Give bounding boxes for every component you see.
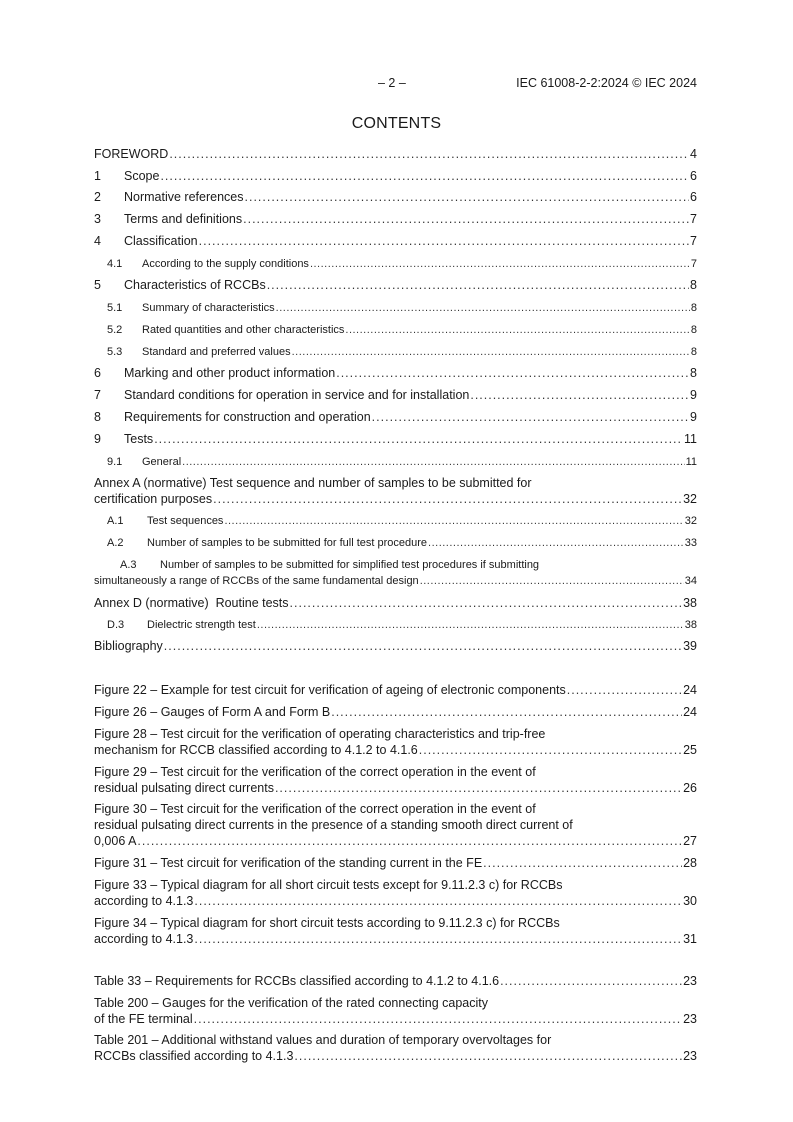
- toc-entry-8[interactable]: [94, 409, 697, 425]
- figure-entry[interactable]: [94, 682, 697, 698]
- toc-entry-annex-a[interactable]: [94, 475, 697, 507]
- figure-entry[interactable]: [94, 855, 697, 871]
- leader-dots: [169, 146, 689, 162]
- leader-dots: [276, 300, 690, 316]
- leader-dots: [267, 277, 689, 293]
- leader-dots: [257, 617, 684, 633]
- toc-number: A.1: [107, 515, 124, 527]
- toc-entry-4-1[interactable]: [94, 256, 697, 272]
- leader-dots: [483, 855, 682, 871]
- figure-page-number: 26: [683, 781, 697, 795]
- toc-entry-bibliography[interactable]: [94, 638, 697, 654]
- figure-entry-line: Figure 30 – Test circuit for the verification of the correct operation in the event of: [94, 802, 536, 816]
- toc-entry-foreword[interactable]: [94, 146, 697, 162]
- figure-entry[interactable]: [94, 801, 697, 849]
- figure-entry-text: 0,006 A: [94, 834, 137, 848]
- toc-page-number: 32: [683, 492, 697, 506]
- table-entry-text: Table 33 – Requirements for RCCBs classified according to 4.1.2 to 4.1.6: [94, 974, 500, 988]
- leader-dots: [290, 595, 683, 611]
- leader-dots: [160, 168, 689, 184]
- toc-page-number: 34: [684, 575, 697, 587]
- table-entry-text: of the FE terminal: [94, 1012, 193, 1026]
- toc-entry-text-line1: Number of samples to be submitted for simplified test procedures if submitting: [160, 559, 540, 571]
- table-entry-text: RCCBs classified according to 4.1.3: [94, 1049, 294, 1063]
- figure-entry-text: mechanism for RCCB classified according to 4.1.2 to 4.1.6: [94, 743, 418, 757]
- toc-number: 9.1: [107, 456, 123, 468]
- toc-entry-text: Test sequences: [147, 515, 224, 527]
- figure-page-number: 24: [683, 705, 697, 719]
- toc-page-number: 8: [690, 346, 697, 358]
- toc-entry-text-line1: Annex A (normative) Test sequence and number of samples to be submitted for: [94, 476, 532, 490]
- leader-dots: [194, 1011, 682, 1027]
- toc-entry-5-2[interactable]: [94, 322, 697, 338]
- toc-number: 2: [94, 190, 101, 204]
- toc-entry-3[interactable]: [94, 211, 697, 227]
- figure-page-number: 27: [683, 834, 697, 848]
- leader-dots: [137, 833, 682, 849]
- leader-dots: [310, 256, 690, 272]
- toc-entry-9-1[interactable]: [94, 454, 697, 470]
- toc-page-number: 8: [690, 278, 697, 292]
- figure-entry[interactable]: [94, 726, 697, 758]
- toc-page-number: 8: [690, 366, 697, 380]
- toc-entry-5-3[interactable]: [94, 344, 697, 360]
- figure-entry-text: Figure 22 – Example for test circuit for verification of ageing of electronic components: [94, 683, 566, 697]
- figure-entry-text: Figure 31 – Test circuit for verification of the standing current in the FE: [94, 856, 483, 870]
- figure-page-number: 25: [683, 743, 697, 757]
- toc-entry-text: Bibliography: [94, 639, 163, 653]
- toc-entry-text: Standard conditions for operation in service and for installation: [124, 388, 470, 402]
- toc-entry-text: simultaneously a range of RCCBs of the same fundamental design: [94, 575, 419, 587]
- toc-entry-text: Requirements for construction and operation: [124, 410, 371, 424]
- leader-dots: [345, 322, 689, 338]
- leader-dots: [292, 344, 690, 360]
- figure-page-number: 30: [683, 894, 697, 908]
- toc-entry-text: Dielectric strength test: [147, 619, 256, 631]
- toc-page-number: 9: [690, 388, 697, 402]
- toc-entry-text: Normative references: [124, 190, 244, 204]
- table-entry-line: Table 200 – Gauges for the verification of the rated connecting capacity: [94, 996, 488, 1010]
- leader-dots: [154, 431, 683, 447]
- toc-number: 5.2: [107, 324, 123, 336]
- toc-number: 5.1: [107, 302, 123, 314]
- leader-dots: [213, 491, 682, 507]
- toc-entry-a-2[interactable]: [94, 535, 697, 551]
- toc-number: 3: [94, 212, 101, 226]
- leader-dots: [245, 189, 690, 205]
- toc-entry-text: Summary of characteristics: [142, 302, 275, 314]
- toc-entry-annex-d[interactable]: [94, 595, 697, 611]
- figure-entry-text: according to 4.1.3: [94, 894, 194, 908]
- leader-dots: [336, 365, 689, 381]
- page-number: – 2 –: [378, 76, 406, 90]
- toc-entry-text: Classification: [124, 234, 198, 248]
- toc-number: 4.1: [107, 258, 123, 270]
- toc-page-number: 38: [684, 619, 697, 631]
- figure-entry-line: Figure 29 – Test circuit for the verification of the correct operation in the event of: [94, 765, 536, 779]
- toc-entry-text: Terms and definitions: [124, 212, 243, 226]
- table-entry[interactable]: [94, 973, 697, 989]
- contents-title: CONTENTS: [351, 115, 442, 132]
- toc-page-number: 7: [690, 212, 697, 226]
- toc-page-number: 11: [684, 432, 697, 446]
- toc-page-number: 39: [683, 639, 697, 653]
- toc-entry-4[interactable]: [94, 233, 697, 249]
- figure-entry-line: residual pulsating direct currents in the presence of a standing smooth direct current of: [94, 818, 573, 832]
- figure-page-number: 24: [683, 683, 697, 697]
- toc-page-number: 33: [684, 537, 697, 549]
- toc-page-number: 9: [690, 410, 697, 424]
- figure-entry-text: according to 4.1.3: [94, 932, 194, 946]
- toc-entry-text: Standard and preferred values: [142, 346, 291, 358]
- toc-page-number: 8: [690, 302, 697, 314]
- toc-number: 5: [94, 278, 101, 292]
- figure-entry[interactable]: [94, 915, 697, 947]
- leader-dots: [243, 211, 689, 227]
- toc-entry-text: certification purposes: [94, 492, 213, 506]
- toc-entry-text: Annex D (normative) Routine tests: [94, 596, 289, 610]
- toc-number: A.3: [120, 559, 137, 571]
- toc-page-number: 6: [690, 190, 697, 204]
- toc-entry-text: General: [142, 456, 182, 468]
- table-page-number: 23: [683, 974, 697, 988]
- toc-number: 4: [94, 234, 101, 248]
- leader-dots: [194, 893, 682, 909]
- toc-number: 8: [94, 410, 101, 424]
- toc-entry-text: Tests: [124, 432, 154, 446]
- leader-dots: [275, 780, 682, 796]
- toc-entry-7[interactable]: [94, 387, 697, 403]
- figure-entry[interactable]: [94, 704, 697, 720]
- toc-number: A.2: [107, 537, 124, 549]
- leader-dots: [331, 704, 682, 720]
- document-id: IEC 61008-2-2:2024 © IEC 2024: [516, 76, 697, 90]
- table-entry[interactable]: [94, 995, 697, 1027]
- figure-entry-text: Figure 26 – Gauges of Form A and Form B: [94, 705, 331, 719]
- toc-entry-d-3[interactable]: [94, 617, 697, 633]
- toc-number: 5.3: [107, 346, 123, 358]
- figure-entry-line: Figure 33 – Typical diagram for all short circuit tests except for 9.11.2.3 c) for RCCBs: [94, 878, 563, 892]
- toc-entry-9[interactable]: [94, 431, 697, 447]
- leader-dots: [470, 387, 689, 403]
- toc-page-number: 11: [685, 456, 697, 468]
- toc-entry-text: FOREWORD: [94, 147, 169, 161]
- figure-page-number: 31: [683, 932, 697, 946]
- toc-page-number: 6: [690, 169, 697, 183]
- toc-page-number: 7: [690, 234, 697, 248]
- figure-entry-line: Figure 28 – Test circuit for the verification of operating characteristics and trip-free: [94, 727, 546, 741]
- leader-dots: [182, 454, 684, 470]
- toc-page-number: 7: [690, 258, 697, 270]
- toc-number: 1: [94, 169, 101, 183]
- toc-page-number: 4: [690, 147, 697, 161]
- toc-page-number: 8: [690, 324, 697, 336]
- toc-page-number: 32: [684, 515, 697, 527]
- leader-dots: [294, 1048, 682, 1064]
- table-entry-line: Table 201 – Additional withstand values and duration of temporary overvoltages for: [94, 1033, 552, 1047]
- leader-dots: [500, 973, 682, 989]
- figure-entry-text: residual pulsating direct currents: [94, 781, 274, 795]
- toc-page-number: 38: [683, 596, 697, 610]
- toc-number: 6: [94, 366, 101, 380]
- toc-entry-text: Scope: [124, 169, 160, 183]
- toc-entry-text: Characteristics of RCCBs: [124, 278, 266, 292]
- leader-dots: [224, 513, 683, 529]
- table-page-number: 23: [683, 1012, 697, 1026]
- leader-dots: [164, 638, 682, 654]
- leader-dots: [194, 931, 682, 947]
- leader-dots: [372, 409, 689, 425]
- figure-entry[interactable]: [94, 877, 697, 909]
- leader-dots: [199, 233, 689, 249]
- leader-dots: [419, 742, 682, 758]
- table-entry[interactable]: [94, 1032, 697, 1064]
- table-page-number: 23: [683, 1049, 697, 1063]
- leader-dots: [428, 535, 684, 551]
- toc-entry-text: Rated quantities and other characteristics: [142, 324, 345, 336]
- toc-entry-5[interactable]: [94, 277, 697, 293]
- figure-page-number: 28: [683, 856, 697, 870]
- toc-number: D.3: [107, 619, 125, 631]
- toc-entry-text: According to the supply conditions: [142, 258, 309, 270]
- toc-number: 7: [94, 388, 101, 402]
- leader-dots: [567, 682, 682, 698]
- toc-number: 9: [94, 432, 101, 446]
- toc-entry-text: Number of samples to be submitted for full test procedure: [147, 537, 428, 549]
- toc-entry-text: Marking and other product information: [124, 366, 336, 380]
- toc-entry-6[interactable]: [94, 365, 697, 381]
- figure-entry[interactable]: [94, 764, 697, 796]
- toc-entry-a-3[interactable]: [94, 557, 697, 589]
- toc-entry-2[interactable]: [94, 189, 697, 205]
- toc-entry-5-1[interactable]: [94, 300, 697, 316]
- leader-dots: [420, 573, 684, 589]
- figure-entry-line: Figure 34 – Typical diagram for short circuit tests according to 9.11.2.3 c) for RCCBs: [94, 916, 560, 930]
- toc-entry-a-1[interactable]: [94, 513, 697, 529]
- toc-entry-1[interactable]: [94, 168, 697, 184]
